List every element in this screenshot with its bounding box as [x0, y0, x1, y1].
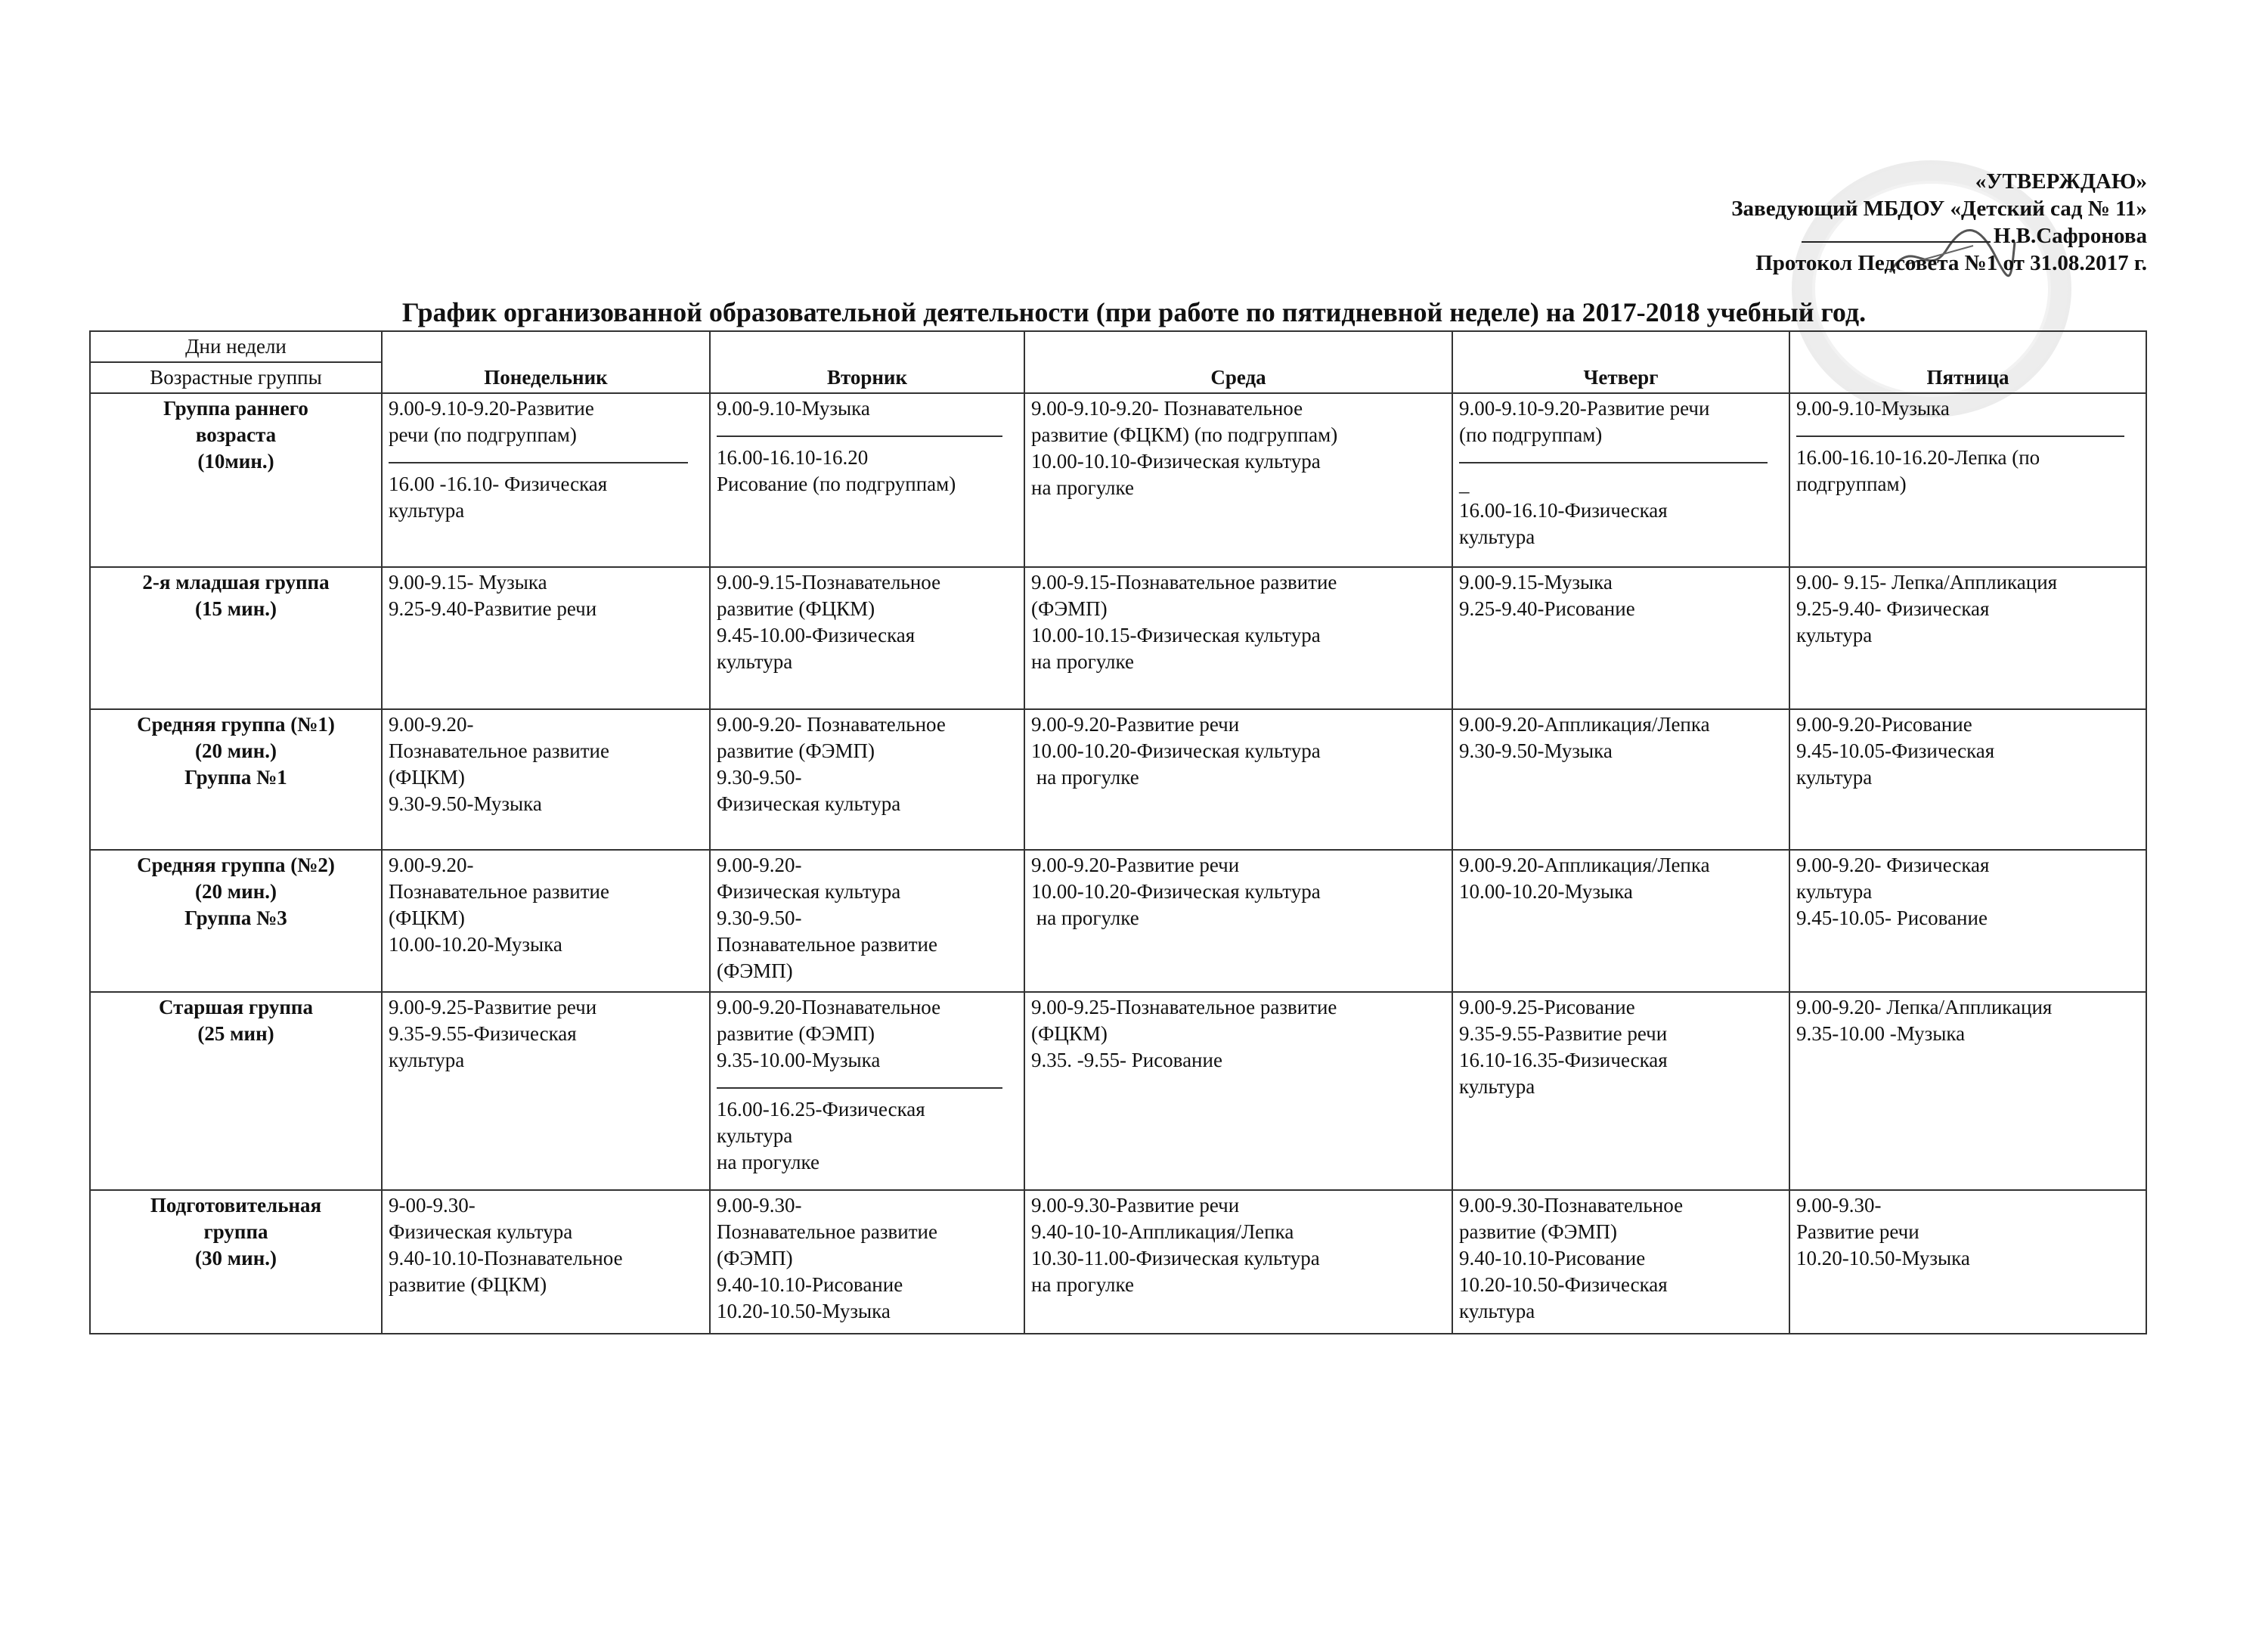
activity-line: 9.35-9.55-Физическая — [389, 1022, 577, 1045]
activity-cell-monday — [382, 1190, 710, 1334]
activity-line: 9.00-9.15-Познавательное развитие — [1031, 571, 1337, 594]
activity-line: подгруппам) — [1796, 473, 1907, 495]
activity-line: 9.00-9.25-Рисование — [1459, 996, 1635, 1018]
activity-line: на прогулке — [1031, 766, 1139, 789]
activity-line: культура — [389, 1049, 465, 1071]
activity-line: 9.00-9.25-Развитие речи — [389, 996, 597, 1018]
cell-divider — [1796, 435, 2124, 437]
activity-line: 9.30-9.50- — [717, 907, 802, 929]
activity-line: 9.00-9.20-Развитие речи — [1031, 854, 1240, 876]
activity-cell-thursday — [1452, 850, 1789, 992]
activity-line: Физическая культура — [717, 792, 901, 815]
activity-cell-friday — [1789, 1190, 2146, 1334]
activity-cell-tuesday — [710, 992, 1024, 1190]
group-label-line: Группа раннего — [163, 397, 308, 420]
activity-line: 9.25-9.40- Физическая — [1796, 597, 1990, 620]
activity-line: культура — [717, 1124, 793, 1147]
group-label-line: (20 мин.) — [195, 880, 277, 903]
schedule-row — [90, 567, 2146, 709]
activity-line: развитие (ФЭМП) — [717, 739, 875, 762]
activity-line: 9.40-10.10-Рисование — [1459, 1247, 1646, 1269]
activity-line: 9.40-10.10-Рисование — [717, 1273, 903, 1296]
activity-line: речи (по подгруппам) — [389, 423, 577, 446]
activity-line: 10.00-10.20-Физическая культура — [1031, 739, 1321, 762]
approver-name: Н.В.Сафронова — [1993, 224, 2147, 248]
activity-line: 9.30-9.50- — [717, 766, 802, 789]
activity-line: Познавательное развитие — [389, 880, 609, 903]
schedule-row — [90, 1190, 2146, 1334]
activity-line: на прогулке — [1031, 650, 1134, 673]
activity-line: 9.40-10-10-Аппликация/Лепка — [1031, 1220, 1294, 1243]
activity-cell-thursday — [1452, 992, 1789, 1190]
activity-line: 9.45-10.05- Рисование — [1796, 907, 1988, 929]
activity-line: (ФЭМП) — [717, 1247, 793, 1269]
activity-line: 10.20-10.50-Музыка — [1796, 1247, 1970, 1269]
activity-line: 9-00-9.30- — [389, 1194, 476, 1217]
activity-cell-monday — [382, 393, 710, 567]
activity-cell-tuesday — [710, 567, 1024, 709]
activity-line: 9.00-9.20- — [389, 713, 474, 736]
activity-line: развитие (ФЭМП) — [1459, 1220, 1617, 1243]
group-cell — [90, 992, 382, 1190]
activity-line: 9.00-9.20- Познавательное — [717, 713, 946, 736]
activity-line: культура — [1796, 624, 1873, 646]
activity-line: 10.30-11.00-Физическая культура — [1031, 1247, 1320, 1269]
activity-cell-tuesday — [710, 709, 1024, 850]
activity-line: (ФЦКМ) — [389, 907, 465, 929]
activity-line: 9.00- 9.15- Лепка/Аппликация — [1796, 571, 2058, 594]
activity-line: Физическая культура — [389, 1220, 573, 1243]
activity-line: 9.00-9.20-Рисование — [1796, 713, 1972, 736]
header-thursday: Четверг — [1452, 331, 1789, 393]
activity-cell-wednesday — [1024, 709, 1452, 850]
activity-line: 9.45-10.00-Физическая — [717, 624, 916, 646]
activity-line: культура — [717, 650, 793, 673]
activity-line: 16.00-16.25-Физическая — [717, 1098, 925, 1121]
activity-line: 9.00-9.15- Музыка — [389, 571, 547, 594]
activity-line: 16.10-16.35-Физическая — [1459, 1049, 1668, 1071]
cell-divider — [389, 462, 688, 463]
activity-line: 9.00-9.10-9.20-Развитие речи — [1459, 397, 1710, 420]
activity-line: 10.00-10.10-Физическая культура — [1031, 450, 1321, 473]
cell-divider — [717, 1087, 1002, 1089]
activity-line: 9.00-9.15-Музыка — [1459, 571, 1613, 594]
activity-line: культура — [389, 499, 465, 522]
activity-line: 9.30-9.50-Музыка — [1459, 739, 1613, 762]
activity-cell-friday — [1789, 567, 2146, 709]
activity-line: 9.00-9.30- — [717, 1194, 802, 1217]
activity-line: 10.00-10.15-Физическая культура — [1031, 624, 1321, 646]
header-wednesday: Среда — [1024, 331, 1452, 393]
activity-line: 9.25-9.40-Рисование — [1459, 597, 1635, 620]
activity-line: 9.00-9.10-Музыка — [717, 397, 870, 420]
activity-line: 9.00-9.20-Развитие речи — [1031, 713, 1240, 736]
activity-line: (ФЦКМ) — [389, 766, 465, 789]
group-label-line: Средняя группа (№2) — [137, 854, 335, 876]
activity-cell-wednesday — [1024, 992, 1452, 1190]
group-label-line: (20 мин.) — [195, 739, 277, 762]
activity-cell-monday — [382, 709, 710, 850]
group-label-line: 2-я младшая группа — [142, 571, 330, 594]
group-cell — [90, 850, 382, 992]
activity-line: Познавательное развитие — [717, 933, 937, 956]
activity-cell-monday — [382, 567, 710, 709]
activity-line: 9.00-9.10-9.20- Познавательное — [1031, 397, 1303, 420]
activity-cell-monday — [382, 992, 710, 1190]
group-label-line: Средняя группа (№1) — [137, 713, 335, 736]
signature-blank — [1802, 241, 1991, 243]
activity-line: Физическая культура — [717, 880, 901, 903]
approval-line-1: «УТВЕРЖДАЮ» — [1975, 169, 2147, 194]
activity-cell-thursday — [1452, 393, 1789, 567]
header-friday: Пятница — [1789, 331, 2146, 393]
activity-line: на прогулке — [1031, 1273, 1134, 1296]
header-days-of-week: Дни недели — [90, 331, 382, 362]
schedule-row — [90, 709, 2146, 850]
activity-line: развитие (ФЭМП) — [717, 1022, 875, 1045]
activity-line: 9.00-9.20-Аппликация/Лепка — [1459, 854, 1710, 876]
activity-line: 9.00-9.15-Познавательное — [717, 571, 941, 594]
group-label-line: Группа №3 — [184, 907, 287, 929]
group-label-line: (10мин.) — [197, 450, 274, 473]
activity-line: 9.35-9.55-Развитие речи — [1459, 1022, 1668, 1045]
activity-cell-wednesday — [1024, 850, 1452, 992]
activity-line: Рисование (по подгруппам) — [717, 473, 956, 495]
activity-line: 10.00-10.20-Музыка — [1459, 880, 1633, 903]
group-label-line: (25 мин) — [197, 1022, 274, 1045]
schedule-row — [90, 850, 2146, 992]
approval-block — [1467, 168, 2147, 277]
group-label-line: (15 мин.) — [195, 597, 277, 620]
group-cell — [90, 567, 382, 709]
approval-line-2: Заведующий МБДОУ «Детский сад № 11» — [1731, 197, 2147, 221]
cell-divider — [1459, 462, 1768, 463]
activity-line: 9.00-9.30-Познавательное — [1459, 1194, 1684, 1217]
activity-line: 9.00-9.25-Познавательное развитие — [1031, 996, 1337, 1018]
activity-line: 9.00-9.20-Аппликация/Лепка — [1459, 713, 1710, 736]
header-age-groups: Возрастные группы — [90, 362, 382, 393]
activity-line: 9.40-10.10-Познавательное — [389, 1247, 623, 1269]
activity-cell-friday — [1789, 709, 2146, 850]
cell-divider — [717, 435, 1002, 437]
activity-line: (ФЭМП) — [717, 959, 793, 982]
activity-line: развитие (ФЦКМ) — [717, 597, 875, 620]
group-label-line: Подготовительная — [150, 1194, 322, 1217]
group-cell — [90, 1190, 382, 1334]
activity-line: _ — [1459, 473, 1470, 495]
activity-line: 16.00-16.10-Физическая — [1459, 499, 1668, 522]
activity-line: 9.00-9.20- Лепка/Аппликация — [1796, 996, 2053, 1018]
header-monday: Понедельник — [382, 331, 710, 393]
activity-line: 9.00-9.10-Музыка — [1796, 397, 1950, 420]
header-tuesday: Вторник — [710, 331, 1024, 393]
group-label-line: Группа №1 — [184, 766, 287, 789]
activity-line: 10.00-10.20-Музыка — [389, 933, 562, 956]
group-cell — [90, 709, 382, 850]
activity-line: на прогулке — [1031, 476, 1134, 499]
activity-cell-friday — [1789, 850, 2146, 992]
schedule-table — [89, 330, 2147, 1334]
activity-line: 9.25-9.40-Развитие речи — [389, 597, 597, 620]
activity-cell-tuesday — [710, 1190, 1024, 1334]
activity-line: развитие (ФЦКМ) — [389, 1273, 547, 1296]
activity-cell-thursday — [1452, 567, 1789, 709]
activity-line: Познавательное развитие — [717, 1220, 937, 1243]
activity-line: 9.00-9.10-9.20-Развитие — [389, 397, 594, 420]
activity-line: культура — [1796, 880, 1873, 903]
activity-line: культура — [1796, 766, 1873, 789]
schedule-row — [90, 393, 2146, 567]
schedule-row — [90, 992, 2146, 1190]
activity-line: культура — [1459, 525, 1535, 548]
document-title: График организованной образовательной деятельности (при работе по пятидневной неделе) на 2017-2018 учебный год. — [401, 297, 1867, 327]
group-label-line: (30 мин.) — [195, 1247, 277, 1269]
activity-line: 16.00-16.10-16.20 — [717, 446, 869, 469]
activity-line: на прогулке — [717, 1151, 820, 1173]
activity-line: Познавательное развитие — [389, 739, 609, 762]
activity-cell-thursday — [1452, 1190, 1789, 1334]
activity-line: 9.00-9.20- — [717, 854, 802, 876]
activity-line: 9.00-9.20-Познавательное — [717, 996, 941, 1018]
activity-line: на прогулке — [1031, 907, 1139, 929]
activity-line: (ФЦКМ) — [1031, 1022, 1108, 1045]
activity-line: культура — [1459, 1075, 1535, 1098]
activity-line: (ФЭМП) — [1031, 597, 1108, 620]
schedule-body — [90, 393, 2146, 1334]
activity-line: 9.00-9.30-Развитие речи — [1031, 1194, 1240, 1217]
activity-line: 9.00-9.20- — [389, 854, 474, 876]
group-label-line: группа — [203, 1220, 268, 1243]
activity-cell-wednesday — [1024, 1190, 1452, 1334]
activity-line: 10.00-10.20-Физическая культура — [1031, 880, 1321, 903]
activity-line: 9.45-10.05-Физическая — [1796, 739, 1995, 762]
activity-line: 9.35-10.00-Музыка — [717, 1049, 881, 1071]
activity-line: Развитие речи — [1796, 1220, 1919, 1243]
group-cell — [90, 393, 382, 567]
activity-line: развитие (ФЦКМ) (по подгруппам) — [1031, 423, 1338, 446]
activity-line: 10.20-10.50-Физическая — [1459, 1273, 1668, 1296]
activity-line: 9.35. -9.55- Рисование — [1031, 1049, 1222, 1071]
activity-line: 9.00-9.20- Физическая — [1796, 854, 1990, 876]
activity-line: культура — [1459, 1300, 1535, 1322]
activity-line: 9.30-9.50-Музыка — [389, 792, 542, 815]
approval-line-3 — [1467, 222, 2147, 250]
activity-line: 9.00-9.30- — [1796, 1194, 1882, 1217]
activity-line: 16.00-16.10-16.20-Лепка (по — [1796, 446, 2040, 469]
activity-cell-monday — [382, 850, 710, 992]
activity-line: 16.00 -16.10- Физическая — [389, 473, 608, 495]
activity-cell-wednesday — [1024, 393, 1452, 567]
activity-line: (по подгруппам) — [1459, 423, 1603, 446]
activity-line: 9.35-10.00 -Музыка — [1796, 1022, 1966, 1045]
activity-cell-tuesday — [710, 850, 1024, 992]
activity-cell-thursday — [1452, 709, 1789, 850]
activity-cell-friday — [1789, 393, 2146, 567]
activity-cell-tuesday — [710, 393, 1024, 567]
activity-cell-friday — [1789, 992, 2146, 1190]
activity-cell-wednesday — [1024, 567, 1452, 709]
activity-line: 10.20-10.50-Музыка — [717, 1300, 891, 1322]
group-label-line: Старшая группа — [159, 996, 313, 1018]
approval-line-4: Протокол Педсовета №1 от 31.08.2017 г. — [1755, 251, 2147, 275]
group-label-line: возраста — [195, 423, 277, 446]
